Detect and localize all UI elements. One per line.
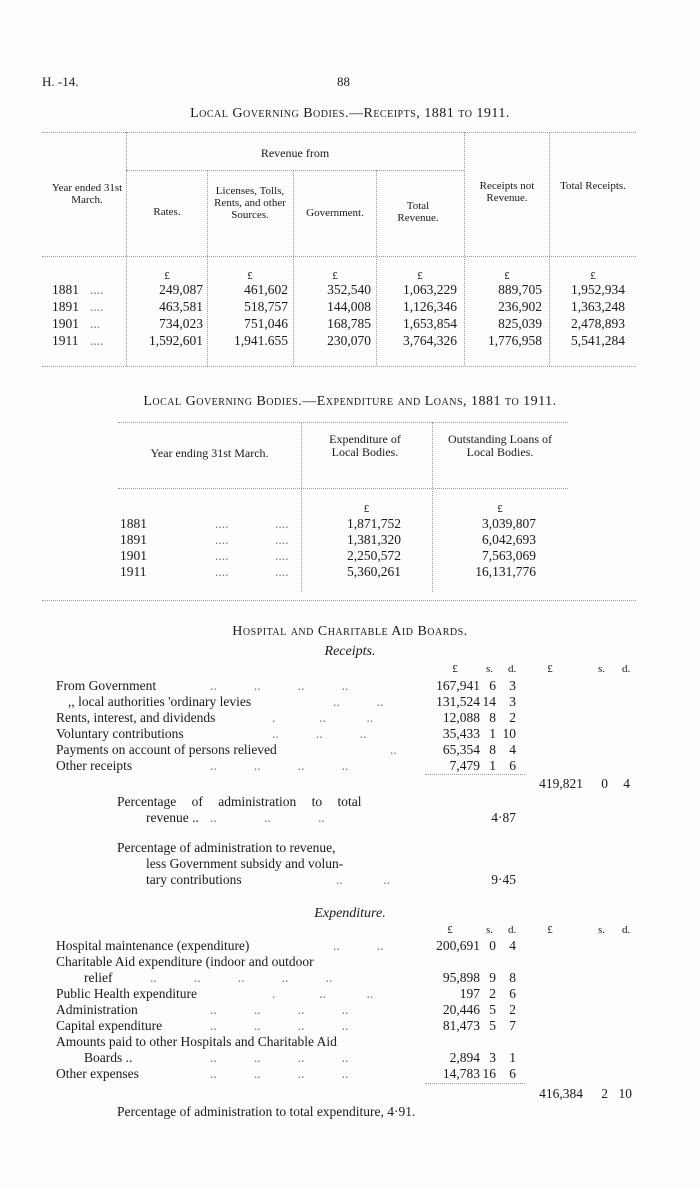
admin-percentage-expenditure: Percentage of administration to total expenditure, 4·91. [117, 1104, 416, 1119]
col-year-header: Year ended 31st March. [51, 182, 123, 206]
col-total-revenue-header: Total Revenue. [397, 200, 439, 224]
col-government-header: Government. [306, 207, 364, 219]
col-pound: £ [447, 924, 453, 936]
col-expenditure-header: Expenditure of Local Bodies. [329, 432, 401, 459]
col-loans-header: Outstanding Loans of Local Bodies. [448, 432, 552, 459]
currency-mark: £ [247, 270, 253, 282]
col-total-receipts-header: Total Receipts. [560, 180, 626, 192]
hospital-section-title: Hospital and Charitable Aid Boards. [232, 624, 468, 639]
col-shillings: s. [486, 924, 494, 936]
col-licenses-header: Licenses, Tolls, Rents, and other Sources. [214, 185, 286, 221]
col-pence: d. [622, 924, 631, 936]
currency-mark: £ [164, 270, 170, 282]
col-pence: d. [508, 924, 517, 936]
currency-mark: £ [332, 270, 338, 282]
col-shillings: s. [486, 663, 494, 675]
col-pound: £ [547, 924, 553, 936]
col-year-header: Year ending 31st March. [150, 446, 269, 460]
currency-mark: £ [417, 270, 423, 282]
col-receipts-not-revenue-header: Receipts not Revenue. [479, 180, 535, 204]
currency-mark: £ [504, 270, 510, 282]
currency-mark: £ [497, 503, 503, 515]
receipts-table-title: Local Governing Bodies.—Receipts, 1881 to 1911. [190, 106, 510, 121]
receipts-heading: Receipts. [324, 644, 376, 659]
expenditure-table-title: Local Governing Bodies.—Expenditure and Loans, 1881 to 1911. [143, 394, 557, 409]
col-shillings: s. [598, 924, 606, 936]
expenditure-heading: Expenditure. [314, 906, 386, 921]
col-pence: d. [508, 663, 517, 675]
col-pound: £ [547, 663, 553, 675]
currency-mark: £ [590, 270, 596, 282]
page-reference: H. -14. [42, 74, 79, 89]
col-pence: d. [622, 663, 631, 675]
col-shillings: s. [598, 663, 606, 675]
revenue-group-header: Revenue from [260, 146, 330, 160]
currency-mark: £ [363, 503, 370, 515]
col-rates-header: Rates. [153, 206, 181, 218]
page-number: 88 [337, 74, 350, 89]
col-pound: £ [452, 663, 458, 675]
